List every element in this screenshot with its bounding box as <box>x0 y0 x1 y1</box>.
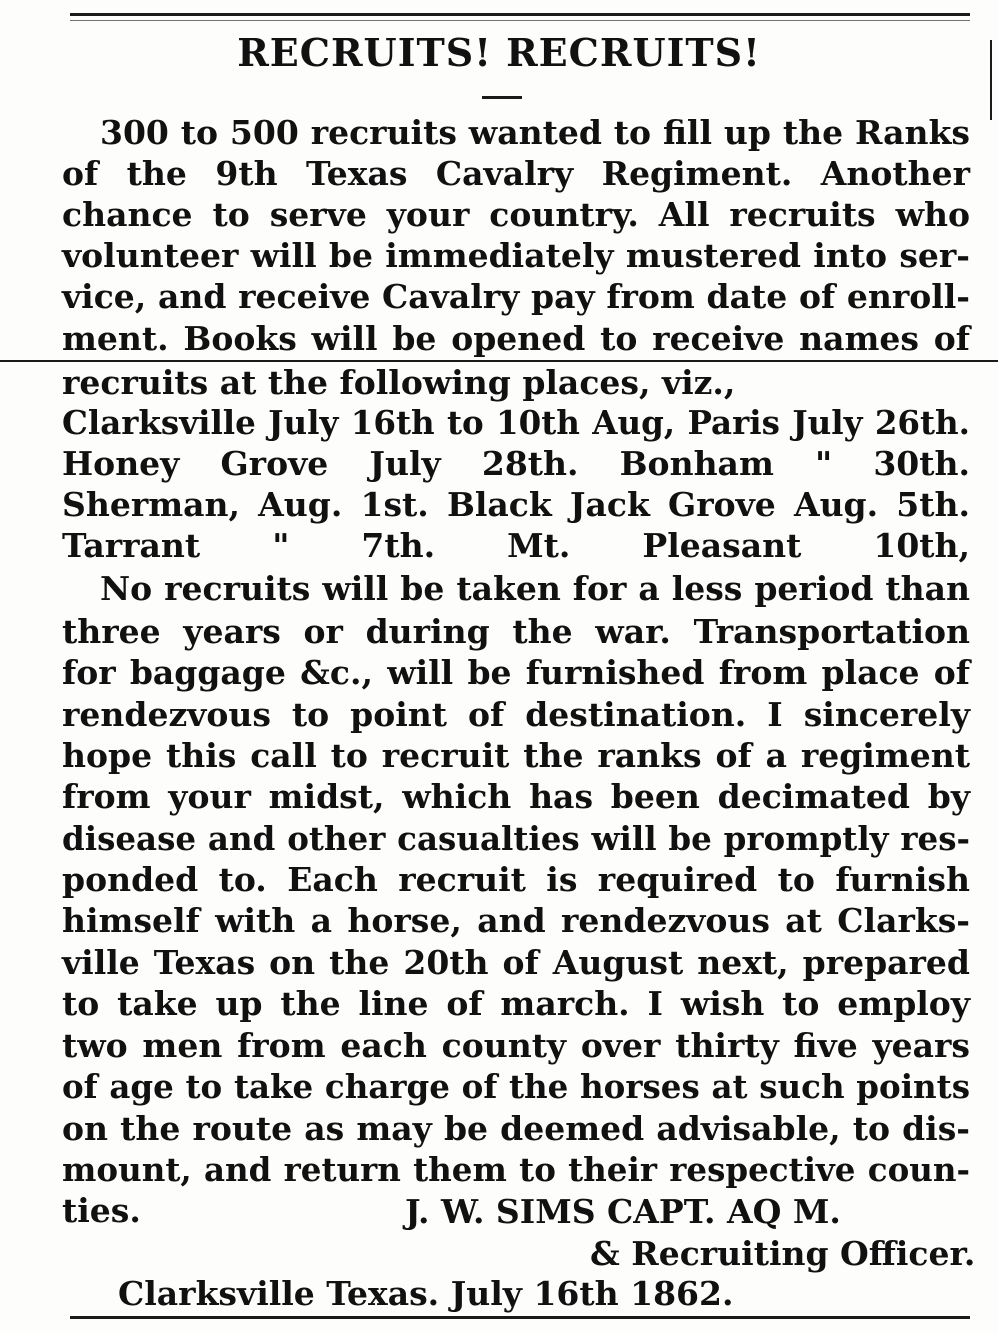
signature-name: J. W. SIMS CAPT. AQ M. <box>405 1192 841 1231</box>
body-line: vice, and receive Cavalry pay from date of enroll- <box>62 277 970 316</box>
body-line: ties. <box>62 1191 141 1230</box>
body-line: ment. Books will be opened to receive names of <box>62 319 970 358</box>
body-line: three years or during the war. Transportation <box>62 612 970 651</box>
schedule-line: Sherman, Aug. 1st. Black Jack Grove Aug. 5th. <box>62 485 970 524</box>
top-border-rule-thin <box>70 20 970 21</box>
schedule-line: Tarrant " 7th. Mt. Pleasant 10th, <box>62 526 970 565</box>
body-line: ponded to. Each recruit is required to furnish <box>62 860 970 899</box>
title-divider <box>482 96 522 99</box>
body-line: 300 to 500 recruits wanted to fill up the Ranks <box>100 113 970 152</box>
body-line: rendezvous to point of destination. I sincerely <box>62 695 970 734</box>
body-line: recruits at the following places, viz., <box>62 363 736 402</box>
body-line: No recruits will be taken for a less period than <box>100 569 970 608</box>
bottom-border-rule <box>70 1316 970 1319</box>
body-line: of the 9th Texas Cavalry Regiment. Another <box>62 154 970 193</box>
body-line: mount, and return them to their respective coun- <box>62 1150 970 1189</box>
body-line: to take up the line of march. I wish to employ <box>62 984 970 1023</box>
body-line: chance to serve your country. All recruits who <box>62 195 970 234</box>
schedule-line: Honey Grove July 28th. Bonham " 30th. <box>62 444 970 483</box>
top-border-rule <box>70 13 970 16</box>
dateline: Clarksville Texas. July 16th 1862. <box>118 1274 734 1313</box>
signature-title: & Recruiting Officer. <box>590 1234 976 1273</box>
fold-line <box>0 360 998 362</box>
body-line: hope this call to recruit the ranks of a regiment <box>62 736 970 775</box>
body-line: disease and other casualties will be promptly res- <box>62 819 970 858</box>
schedule-line: Clarksville July 16th to 10th Aug, Paris July 26th. <box>62 403 970 442</box>
advertisement-title: RECRUITS! RECRUITS! <box>237 30 761 75</box>
body-line: two men from each county over thirty five years <box>62 1026 970 1065</box>
body-line: on the route as may be deemed advisable, to dis- <box>62 1109 970 1148</box>
body-line: ville Texas on the 20th of August next, prepared <box>62 943 970 982</box>
body-line: from your midst, which has been decimated by <box>62 777 970 816</box>
body-line: volunteer will be immediately mustered into ser- <box>62 236 970 275</box>
body-line: himself with a horse, and rendezvous at Clarks- <box>62 901 970 940</box>
body-line: of age to take charge of the horses at such points <box>62 1067 970 1106</box>
body-line: for baggage &c., will be furnished from place of <box>62 653 970 692</box>
